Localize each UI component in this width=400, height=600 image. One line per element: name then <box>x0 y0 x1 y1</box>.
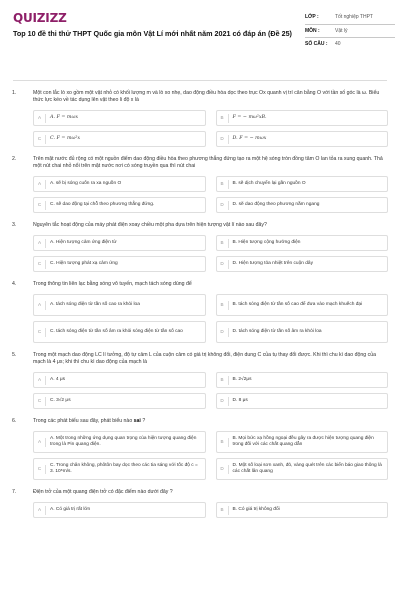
answer-option-c[interactable] <box>33 393 206 409</box>
option-letter: B <box>217 301 229 310</box>
answer-option-b[interactable] <box>216 372 389 388</box>
answer-option-d[interactable] <box>216 256 389 272</box>
quizizz-logo: QUIZIZZ <box>13 11 67 25</box>
option-text: B. 2√2μs <box>232 377 252 382</box>
option-text: B. sẽ dịch chuyển lại gần nguồn O <box>232 181 306 186</box>
question-text-before: Trong các phát biểu sau đây, phát biểu nào <box>33 418 134 424</box>
answer-option-d[interactable] <box>216 458 389 480</box>
option-letter: A <box>34 506 46 515</box>
answer-option-c[interactable] <box>33 131 206 147</box>
answer-option-b[interactable] <box>216 235 389 251</box>
meta-label: LỚP : <box>305 14 319 20</box>
option-letter: A <box>34 376 46 385</box>
option-text: A. Có giá trị rất lớn <box>50 507 91 512</box>
question-list <box>0 90 400 527</box>
option-letter: B <box>217 438 229 447</box>
answer-option-a[interactable] <box>33 372 206 388</box>
option-letter: D <box>217 135 229 144</box>
option-letter: A <box>34 438 46 447</box>
answer-option-a[interactable] <box>33 110 206 126</box>
question-text-emphasis: sai <box>133 418 141 424</box>
answer-option-c[interactable] <box>33 197 206 213</box>
option-text: B. Mọi bức xạ hồng ngoại đều gây ra được hiện tượng quang điện trong đối với các chất quang dẫn <box>232 436 374 447</box>
question-text: Một con lắc lò xo gồm một vật nhỏ có khối lượng m và lò xo nhẹ, dao động điều hòa dọc theo trục Ox quanh vị trí cân bằng O với tần số góc là ω. Biểu thức lực kéo về tác dụng lên vật theo li độ x là <box>33 90 380 103</box>
question-text: Trên mặt nước đủ rộng có một nguồn điểm dao động điều hòa theo phương thẳng đứng tạo ra một hệ sóng tròn đồng tâm O lan tỏa ra xung quanh. Thả một nút chai nhỏ nổi trên mặt nước nơi có sóng truyền qua thì nút chai <box>33 156 383 169</box>
answer-options <box>33 431 388 480</box>
answer-option-a[interactable] <box>33 176 206 192</box>
answer-option-c[interactable] <box>33 321 206 343</box>
meta-label: SỐ CÂU : <box>305 41 328 47</box>
answer-option-d[interactable] <box>216 321 389 343</box>
option-letter: A <box>34 180 46 189</box>
option-text: A. tách sóng điện từ tần số cao ra khỏi loa <box>50 302 140 307</box>
option-letter: B <box>217 114 229 123</box>
question-text: Trong một mạch dao động LC lí tưởng, độ tự cảm L của cuộn cảm có giá trị không đổi, điện dung C của tụ thay đổi được. Khi thì chu kì dao động của mạch là 4 μs; khi thì chu kì dao động của mạch là <box>33 352 376 365</box>
option-letter: B <box>217 376 229 385</box>
answer-options <box>33 176 388 213</box>
question-text <box>33 418 388 425</box>
option-text: A. Một trong những ứng dụng quan trọng của hiện tượng quang điện trong là Pin quang điện. <box>50 436 197 447</box>
answer-option-a[interactable] <box>33 235 206 251</box>
meta-value: Tốt nghiệp THPT <box>335 14 373 20</box>
answer-options <box>33 372 388 409</box>
option-letter: A <box>34 114 46 123</box>
answer-options <box>33 294 388 343</box>
meta-row-subject <box>305 28 395 35</box>
meta-row-class <box>305 14 395 21</box>
question-number: 4. <box>12 281 17 287</box>
meta-label: MÔN : <box>305 27 320 34</box>
answer-option-a[interactable] <box>33 294 206 316</box>
option-text: B. Có giá trị không đổi <box>232 507 280 512</box>
option-text: D. Một số loại sơn xanh, đỏ, vàng quét trên các biển báo giao thông là các chất lân quang <box>232 463 382 474</box>
answer-option-d[interactable] <box>216 131 389 147</box>
document-header <box>0 0 400 72</box>
option-letter: C <box>34 465 46 474</box>
option-letter: C <box>34 135 46 144</box>
question-1 <box>0 90 400 147</box>
question-number: 6. <box>12 418 17 424</box>
option-letter: D <box>217 397 229 406</box>
option-letter: B <box>217 180 229 189</box>
meta-panel <box>305 14 395 51</box>
question-number: 3. <box>12 222 17 228</box>
option-letter: C <box>34 397 46 406</box>
question-number: 2. <box>12 156 17 162</box>
meta-value: Vật lý <box>335 27 348 34</box>
option-letter: B <box>217 506 229 515</box>
answer-option-b[interactable] <box>216 294 389 316</box>
option-letter: C <box>34 328 46 337</box>
question-2 <box>0 156 400 213</box>
meta-divider <box>305 37 395 38</box>
option-text: A. 4 μs <box>50 377 66 382</box>
answer-option-c[interactable] <box>33 458 206 480</box>
option-letter: D <box>217 465 229 474</box>
option-text: D. Hiện tượng tỏa nhiệt trên cuộn dây <box>232 261 313 266</box>
option-letter: D <box>217 260 229 269</box>
option-text: C. tách sóng điện từ tần số âm ra khỏi sóng điện từ tần số cao <box>50 329 183 334</box>
question-number: 1. <box>12 90 17 96</box>
option-letter: D <box>217 328 229 337</box>
question-7 <box>0 489 400 518</box>
meta-row-count <box>305 41 395 48</box>
option-text: D. sẽ dao động theo phương nằm ngang <box>232 202 320 207</box>
answer-options <box>33 502 388 518</box>
question-4 <box>0 281 400 343</box>
question-3 <box>0 222 400 272</box>
option-text: C. Hiện tượng phát xạ cảm ứng <box>50 261 118 266</box>
option-letter: B <box>217 239 229 248</box>
option-letter: A <box>34 239 46 248</box>
option-text: C. Trong chân không, phôtôn bay dọc theo các tia sáng với tốc độ c = 3. 10⁸m/s. <box>50 463 198 474</box>
option-text: B. Hiện tượng cộng hưởng điện <box>232 240 301 245</box>
question-text: Trong thông tin liên lạc bằng sóng vô tuyến, mạch tách sóng dùng để <box>33 281 192 287</box>
option-text: D. F = − mωx <box>232 136 267 141</box>
document-title: Top 10 đề thi thử THPT Quốc gia môn Vật Lí mới nhất năm 2021 có đáp án (Đề 25) <box>13 29 292 38</box>
option-letter: D <box>217 201 229 210</box>
option-text: C. sẽ dao động tại chỗ theo phương thẳng đứng. <box>50 202 155 207</box>
answer-option-d[interactable] <box>216 197 389 213</box>
header-divider <box>13 80 387 81</box>
option-text: A. Hiện tượng cảm ứng điện từ <box>50 240 117 245</box>
question-number: 5. <box>12 352 17 358</box>
option-text: A. F = mωx <box>50 115 79 120</box>
option-text: B. tách sóng điện từ tần số cao để đưa vào mạch khuếch đại <box>232 302 363 307</box>
option-text: F = − mω²xB. <box>232 115 267 120</box>
question-text-after: ? <box>140 418 146 424</box>
answer-options <box>33 110 388 147</box>
option-letter: C <box>34 201 46 210</box>
option-text: A. sẽ bị sóng cuốn ra xa nguồn O <box>50 181 122 186</box>
meta-divider <box>305 24 395 25</box>
option-text: C. F = mω²x <box>50 136 81 141</box>
answer-option-b[interactable] <box>216 176 389 192</box>
answer-option-b[interactable] <box>216 110 389 126</box>
question-text: Nguyên tắc hoạt động của máy phát điện xoay chiều một pha dựa trên hiện tượng vật lí nào sau đây? <box>33 222 267 228</box>
question-text: Điện trở của một quang điện trở có đặc điểm nào dưới đây ? <box>33 489 173 495</box>
question-number: 7. <box>12 489 17 495</box>
option-letter: C <box>34 260 46 269</box>
answer-option-b[interactable] <box>216 431 389 453</box>
answer-option-a[interactable] <box>33 502 206 518</box>
answer-option-d[interactable] <box>216 393 389 409</box>
meta-value: 40 <box>335 41 341 47</box>
answer-options <box>33 235 388 272</box>
answer-option-a[interactable] <box>33 431 206 453</box>
question-6 <box>0 418 400 480</box>
option-text: D. tách sóng điện từ tần số âm ra khỏi loa <box>232 329 322 334</box>
answer-option-b[interactable] <box>216 502 389 518</box>
option-text: D. 8 μs <box>232 398 248 403</box>
option-letter: A <box>34 301 46 310</box>
answer-option-c[interactable] <box>33 256 206 272</box>
option-text: C. 3√2 μs <box>50 398 71 403</box>
question-5 <box>0 352 400 409</box>
